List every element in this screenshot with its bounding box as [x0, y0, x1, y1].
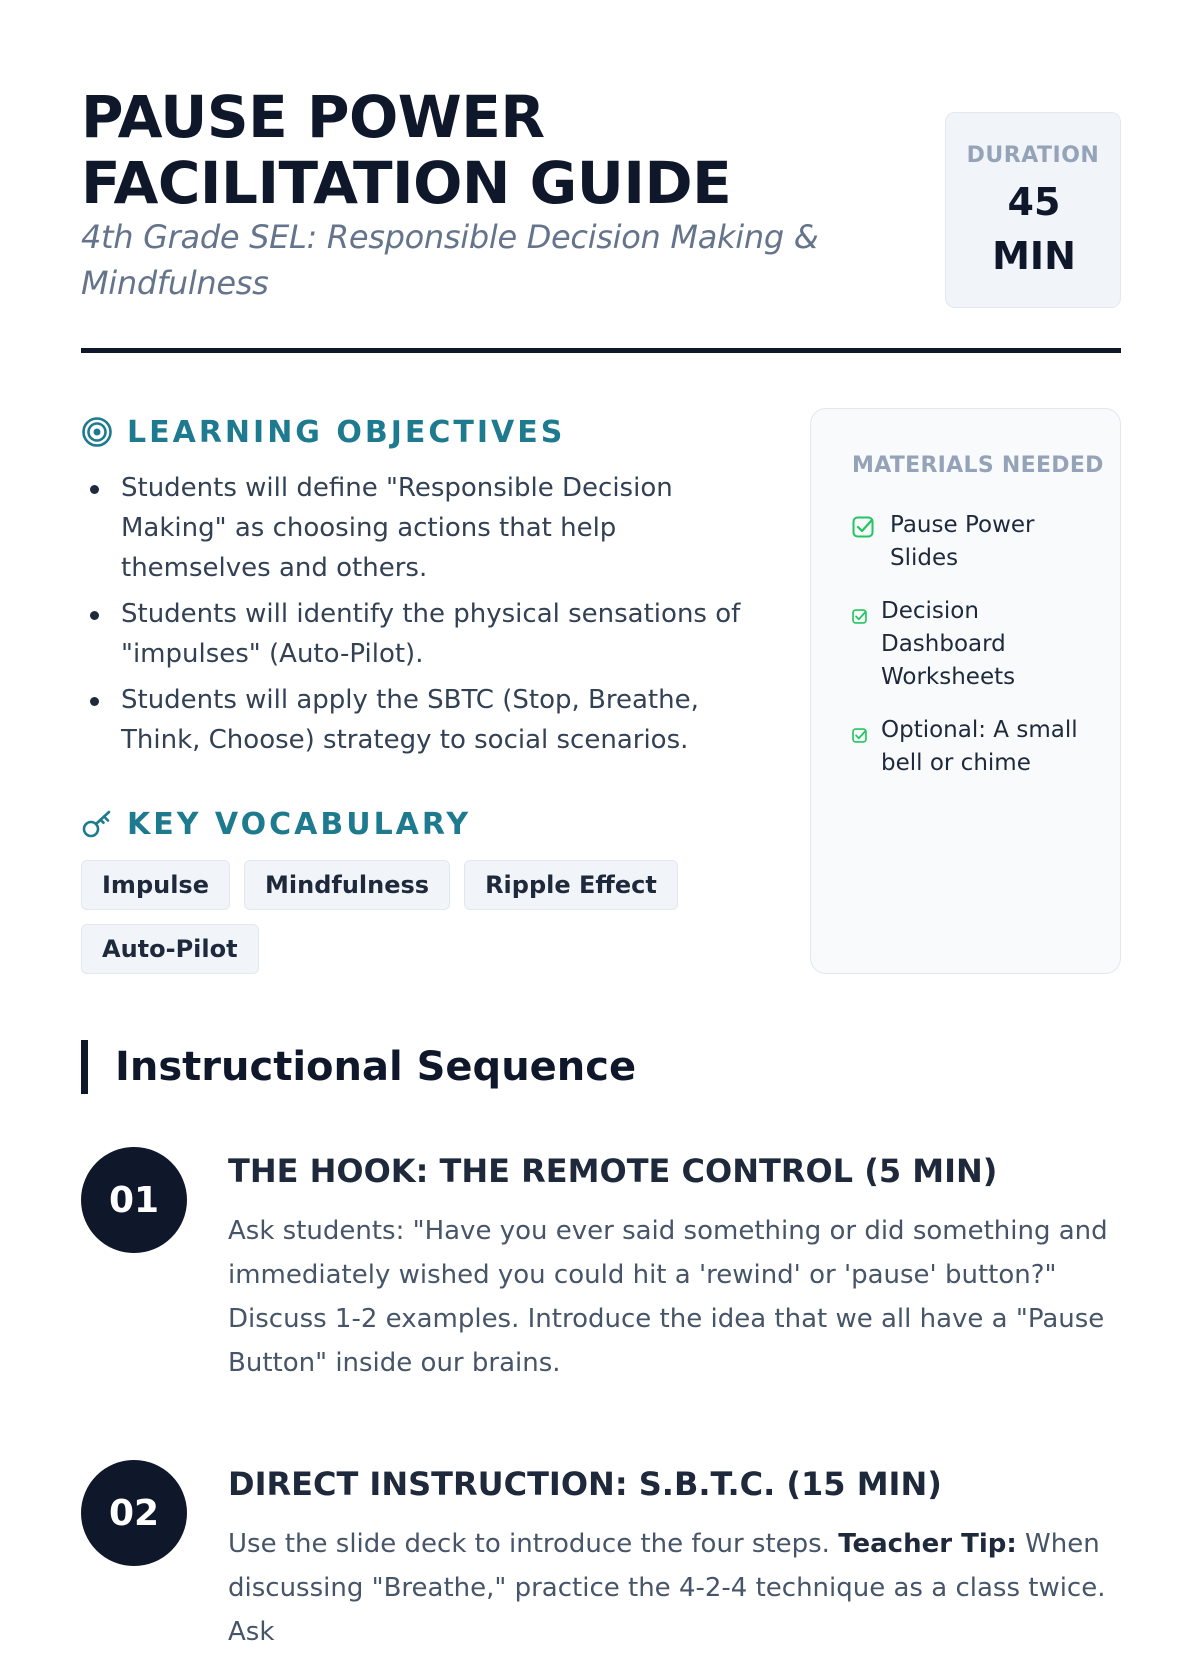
step-body-text: When discussing "Breathe," practice the 4-2-4 technique as a class twice. Ask — [228, 1529, 1106, 1647]
objective-item: Students will identify the physical sensations of "impulses" (Auto-Pilot). — [81, 594, 761, 674]
vocab-tag-auto-pilot: Auto-Pilot — [81, 924, 259, 974]
objectives-list — [81, 468, 761, 766]
check-square-icon — [852, 601, 867, 634]
vocabulary-heading — [81, 806, 471, 842]
material-item — [852, 595, 1092, 694]
step-body — [228, 1522, 1121, 1654]
page-subtitle: 4th Grade SEL: Responsible Decision Making & Mindfulness — [81, 218, 819, 302]
material-item-label: Optional: A small bell or chime — [881, 717, 1078, 776]
vocabulary-heading-label: KEY VOCABULARY — [127, 806, 472, 842]
material-item — [852, 714, 1092, 780]
objectives-heading-label: LEARNING OBJECTIVES — [127, 414, 566, 450]
material-item-label: Decision Dashboard Worksheets — [881, 598, 1016, 690]
step-title: DIRECT INSTRUCTION: S.B.T.C. (15 MIN) — [228, 1465, 942, 1503]
material-item — [852, 509, 1092, 575]
materials-card — [810, 408, 1121, 974]
material-item-label: Pause Power Slides — [890, 512, 1035, 571]
step-body: Ask students: "Have you ever said something or did something and immediately wished you could hit a 'rewind' or 'pause' button?" Discuss 1-2 examples. Introduce the idea that we all have a "Pause Button" inside our brains. — [228, 1216, 1108, 1378]
objective-item: Students will apply the SBTC (Stop, Breathe, Think, Choose) strategy to social scenarios. — [81, 680, 761, 760]
vocab-tag-mindfulness: Mindfulness — [244, 860, 450, 910]
teacher-tip-label: Teacher Tip: — [838, 1529, 1017, 1559]
check-square-icon — [852, 720, 867, 753]
step-number-badge: 02 — [81, 1460, 187, 1566]
materials-list — [852, 509, 1092, 800]
header-divider — [81, 348, 1121, 353]
duration-label: DURATION — [966, 143, 1100, 168]
vocab-tag-impulse: Impulse — [81, 860, 230, 910]
vocab-tag-ripple-effect: Ripple Effect — [464, 860, 678, 910]
vocabulary-tags — [81, 860, 781, 974]
target-icon — [81, 416, 113, 448]
duration-value: 45 MIN — [992, 180, 1076, 278]
step-title: THE HOOK: THE REMOTE CONTROL (5 MIN) — [228, 1152, 998, 1190]
objectives-heading — [81, 414, 565, 450]
materials-heading: MATERIALS NEEDED — [852, 453, 1104, 478]
objective-item: Students will define "Responsible Decision Making" as choosing actions that help themselves and others. — [81, 468, 761, 588]
duration-card — [945, 112, 1121, 308]
key-icon — [81, 808, 113, 840]
sequence-heading: Instructional Sequence — [81, 1040, 636, 1094]
step-body-text: Use the slide deck to introduce the four steps. — [228, 1529, 839, 1559]
page-title: PAUSE POWER FACILITATION GUIDE — [81, 83, 732, 217]
step-number-badge: 01 — [81, 1147, 187, 1253]
header — [81, 84, 1121, 354]
check-square-icon — [852, 515, 874, 548]
